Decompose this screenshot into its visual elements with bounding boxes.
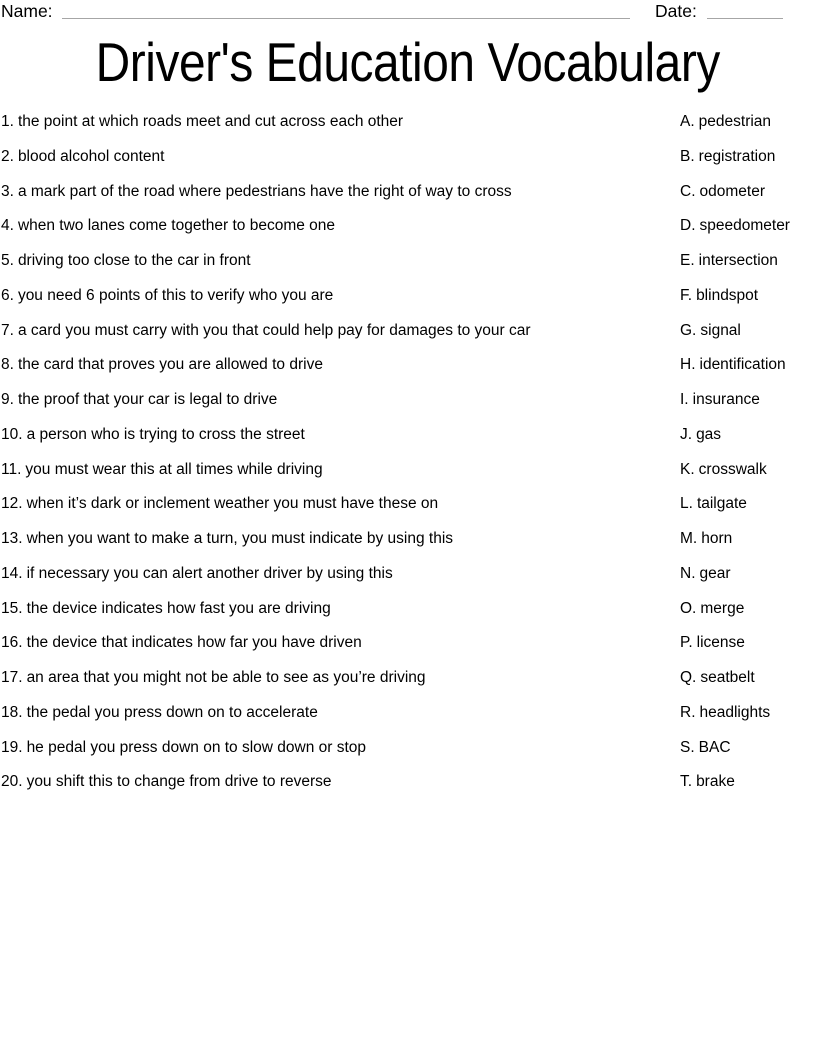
- answer-item: [680, 251, 778, 271]
- question-text: you shift this to change from drive to reverse: [26, 773, 332, 791]
- question-number: 2.: [1, 147, 14, 165]
- question-text: an area that you might not be able to see as you’re driving: [26, 669, 426, 686]
- answer-word: license: [696, 634, 745, 652]
- question-number: 11.: [1, 460, 22, 478]
- answer-item: [680, 633, 745, 653]
- answer-letter: F.: [680, 286, 693, 304]
- answer-item: [680, 738, 731, 758]
- answer-letter: M.: [680, 530, 698, 547]
- answer-letter: P.: [680, 634, 693, 652]
- question-item: [1, 251, 251, 271]
- question-number: 5.: [1, 252, 14, 269]
- date-blank-line: [707, 18, 783, 19]
- question-number: 4.: [1, 217, 14, 235]
- answer-letter: R.: [680, 703, 696, 721]
- question-number: 9.: [1, 391, 14, 408]
- question-number: 12.: [1, 495, 23, 513]
- answer-item: [680, 460, 767, 480]
- question-number: 20.: [1, 773, 23, 791]
- question-item: [1, 286, 333, 306]
- question-text: blood alcohol content: [17, 147, 165, 165]
- answer-word: signal: [700, 321, 741, 339]
- question-item: [1, 494, 438, 514]
- answer-item: [680, 529, 732, 549]
- answer-item: [680, 703, 770, 723]
- question-number: 1.: [1, 113, 14, 130]
- answer-letter: C.: [680, 182, 696, 200]
- answer-letter: D.: [680, 217, 696, 235]
- answer-letter: L.: [680, 495, 693, 513]
- date-label: Date:: [655, 1, 697, 21]
- question-number: 13.: [1, 530, 23, 547]
- answer-word: gas: [696, 425, 722, 443]
- answer-letter: A.: [680, 113, 695, 130]
- answer-letter: G.: [680, 321, 697, 339]
- answer-letter: Q.: [680, 669, 697, 686]
- answer-word: identification: [699, 356, 786, 374]
- answer-item: [680, 494, 747, 514]
- question-item: [1, 112, 403, 132]
- answer-letter: J.: [680, 425, 693, 443]
- answer-word: gear: [699, 564, 731, 582]
- question-item: [1, 216, 335, 236]
- answer-letter: B.: [680, 147, 695, 165]
- question-item: [1, 425, 305, 445]
- question-number: 10.: [1, 425, 23, 443]
- answer-word: headlights: [699, 703, 771, 721]
- answer-item: [680, 599, 744, 619]
- question-text: the proof that your car is legal to drive: [17, 391, 278, 408]
- question-item: [1, 668, 426, 688]
- answer-letter: H.: [680, 356, 696, 374]
- answer-letter: O.: [680, 599, 697, 617]
- question-number: 16.: [1, 634, 23, 652]
- question-item: [1, 182, 512, 202]
- answer-item: [680, 425, 721, 445]
- question-number: 3.: [1, 182, 14, 200]
- answer-item: [680, 668, 755, 688]
- answer-word: seatbelt: [700, 669, 755, 686]
- question-item: [1, 460, 323, 480]
- name-blank-line: [62, 18, 630, 19]
- page-title: [0, 31, 816, 93]
- answer-item: [680, 182, 765, 202]
- answer-word: tailgate: [696, 495, 747, 513]
- answer-word: crosswalk: [698, 460, 767, 478]
- question-text: a person who is trying to cross the street: [26, 425, 305, 443]
- answer-word: speedometer: [699, 217, 790, 235]
- answer-word: pedestrian: [698, 113, 772, 130]
- question-text: when it’s dark or inclement weather you must have these on: [26, 495, 439, 513]
- question-number: 7.: [1, 321, 14, 339]
- question-text: you need 6 points of this to verify who you are: [17, 286, 334, 304]
- question-item: [1, 703, 318, 723]
- question-text: you must wear this at all times while driving: [25, 460, 323, 478]
- answer-word: horn: [701, 530, 733, 547]
- answer-word: insurance: [692, 391, 760, 408]
- answer-word: merge: [700, 599, 745, 617]
- question-number: 18.: [1, 703, 23, 721]
- answer-letter: T.: [680, 773, 693, 791]
- answer-item: [680, 564, 731, 584]
- answer-letter: I.: [680, 391, 689, 408]
- question-item: [1, 355, 323, 375]
- question-text: when you want to make a turn, you must indicate by using this: [26, 530, 454, 547]
- answer-item: [680, 390, 760, 410]
- page-title-text: Driver's Education Vocabulary: [95, 31, 721, 93]
- question-number: 14.: [1, 564, 23, 582]
- question-text: driving too close to the car in front: [17, 252, 251, 269]
- question-text: a card you must carry with you that could help pay for damages to your car: [17, 321, 531, 339]
- answer-letter: E.: [680, 252, 695, 269]
- answer-word: registration: [698, 147, 776, 165]
- answer-letter: N.: [680, 564, 696, 582]
- question-text: if necessary you can alert another driver by using this: [26, 564, 393, 582]
- name-label: Name:: [1, 1, 53, 21]
- question-text: a mark part of the road where pedestrians have the right of way to cross: [17, 182, 512, 200]
- answer-word: BAC: [698, 738, 731, 756]
- answer-item: [680, 772, 735, 792]
- question-item: [1, 564, 393, 584]
- question-item: [1, 390, 277, 410]
- question-text: the pedal you press down on to accelerate: [26, 703, 318, 721]
- question-item: [1, 147, 164, 167]
- answer-word: brake: [696, 773, 735, 791]
- question-item: [1, 738, 366, 758]
- answer-item: [680, 321, 741, 341]
- answer-word: blindspot: [696, 286, 759, 304]
- answer-item: [680, 286, 758, 306]
- question-number: 19.: [1, 738, 23, 756]
- question-text: the device that indicates how far you have driven: [26, 634, 362, 652]
- question-item: [1, 633, 362, 653]
- question-number: 15.: [1, 599, 23, 617]
- question-item: [1, 529, 453, 549]
- answer-letter: K.: [680, 460, 695, 478]
- answer-item: [680, 147, 775, 167]
- question-item: [1, 321, 531, 341]
- question-number: 6.: [1, 286, 14, 304]
- question-text: the device indicates how fast you are driving: [26, 599, 331, 617]
- answer-word: intersection: [698, 252, 778, 269]
- question-item: [1, 599, 331, 619]
- answer-item: [680, 355, 786, 375]
- question-number: 17.: [1, 669, 23, 686]
- question-text: when two lanes come together to become one: [17, 217, 336, 235]
- question-text: the card that proves you are allowed to drive: [17, 356, 323, 374]
- question-text: he pedal you press down on to slow down or stop: [26, 738, 367, 756]
- question-item: [1, 772, 332, 792]
- answer-item: [680, 112, 771, 132]
- answer-letter: S.: [680, 738, 695, 756]
- answer-item: [680, 216, 790, 236]
- answer-word: odometer: [699, 182, 765, 200]
- question-text: the point at which roads meet and cut across each other: [17, 113, 404, 130]
- question-number: 8.: [1, 356, 14, 374]
